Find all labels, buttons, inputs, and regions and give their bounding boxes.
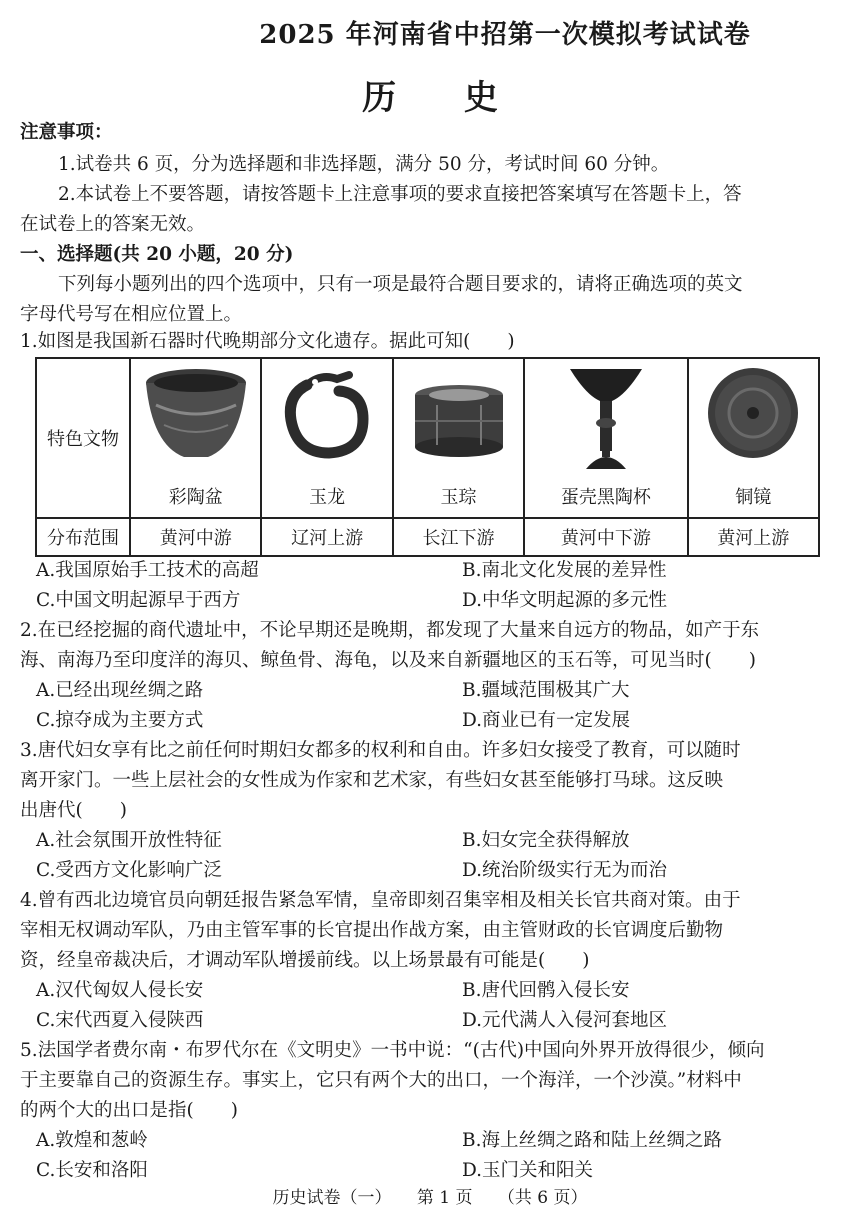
exam-title: 2025 年河南省中招第一次模拟考试试卷 bbox=[259, 20, 751, 50]
footer-paper-name: 历史试卷（一） bbox=[272, 1188, 392, 1208]
q4-option-d: D.元代满人入侵河套地区 bbox=[462, 1010, 668, 1031]
footer-total-pages: （共 6 页） bbox=[497, 1188, 588, 1208]
painted-pottery-basin-icon bbox=[144, 365, 248, 465]
subject-title: 历 史 bbox=[362, 78, 526, 118]
q4-option-b: B.唐代回鹘入侵长安 bbox=[462, 980, 630, 1001]
region-cell: 黄河中游 bbox=[130, 518, 261, 556]
q5-option-a: A.敦煌和葱岭 bbox=[36, 1130, 148, 1151]
relic-name: 蛋壳黑陶杯 bbox=[560, 487, 651, 508]
q4-stem-1: 4.曾有西北边境官员向朝廷报告紧急军情，皇帝即刻召集宰相及相关长官共商对策。由于 bbox=[20, 890, 741, 911]
q3-stem-1: 3.唐代妇女享有比之前任何时期妇女都多的权利和自由。许多妇女接受了教育，可以随时 bbox=[20, 740, 741, 761]
bronze-mirror-icon bbox=[703, 365, 803, 465]
row-head-relics: 特色文物 bbox=[36, 358, 130, 518]
page-footer bbox=[0, 1183, 860, 1208]
q5-stem-1: 5.法国学者费尔南・布罗代尔在《文明史》一书中说：“(古代)中国向外界开放得很少，倾向 bbox=[20, 1040, 765, 1061]
q1-option-a: A.我国原始手工技术的高超 bbox=[36, 560, 259, 581]
q5-option-b: B.海上丝绸之路和陆上丝绸之路 bbox=[462, 1130, 722, 1151]
notice-item-2: 2.本试卷上不要答题，请按答题卡上注意事项的要求直接把答案填写在答题卡上，答 bbox=[58, 184, 742, 205]
q5-option-c: C.长安和洛阳 bbox=[36, 1160, 148, 1181]
q3-option-d: D.统治阶级实行无为而治 bbox=[462, 860, 668, 881]
q3-option-b: B.妇女完全获得解放 bbox=[462, 830, 630, 851]
row-head-region: 分布范围 bbox=[36, 518, 130, 556]
q2-option-a: A.已经出现丝绸之路 bbox=[36, 680, 204, 701]
region-cell: 长江下游 bbox=[393, 518, 524, 556]
relic-cell bbox=[688, 358, 819, 518]
q1-option-c: C.中国文明起源早于西方 bbox=[36, 590, 241, 611]
region-cell: 黄河中下游 bbox=[524, 518, 687, 556]
q5-stem-3: 的两个大的出口是指( ) bbox=[20, 1100, 238, 1121]
notice-item-1: 1.试卷共 6 页，分为选择题和非选择题，满分 50 分，考试时间 60 分钟。 bbox=[58, 154, 670, 175]
q2-option-b: B.疆域范围极其广大 bbox=[462, 680, 630, 701]
relic-name: 铜镜 bbox=[735, 487, 772, 508]
jade-cong-icon bbox=[407, 365, 511, 465]
q1-option-d: D.中华文明起源的多元性 bbox=[462, 590, 668, 611]
region-cell: 辽河上游 bbox=[261, 518, 392, 556]
eggshell-black-pottery-cup-icon bbox=[556, 365, 656, 475]
relic-name: 玉龙 bbox=[309, 487, 346, 508]
region-cell: 黄河上游 bbox=[688, 518, 819, 556]
q3-stem-2: 离开家门。一些上层社会的女性成为作家和艺术家，有些妇女甚至能够打马球。这反映 bbox=[20, 770, 724, 791]
q2-stem-2: 海、南海乃至印度洋的海贝、鲸鱼骨、海龟，以及来自新疆地区的玉石等，可见当时( ) bbox=[20, 650, 756, 671]
relics-table bbox=[35, 357, 820, 557]
relic-cell bbox=[393, 358, 524, 518]
footer-page-number: 第 1 页 bbox=[416, 1188, 473, 1208]
q1-option-b: B.南北文化发展的差异性 bbox=[462, 560, 667, 581]
relic-cell bbox=[130, 358, 261, 518]
notice-heading: 注意事项： bbox=[20, 122, 113, 143]
q3-option-c: C.受西方文化影响广泛 bbox=[36, 860, 222, 881]
relic-cell bbox=[524, 358, 687, 518]
q4-stem-2: 宰相无权调动军队，乃由主管军事的长官提出作战方案，由主管财政的长官调度后勤物 bbox=[20, 920, 724, 941]
q3-stem-3: 出唐代( ) bbox=[20, 800, 127, 821]
relic-cell bbox=[261, 358, 392, 518]
q2-option-d: D.商业已有一定发展 bbox=[462, 710, 631, 731]
q5-option-d: D.玉门关和阳关 bbox=[462, 1160, 594, 1181]
q2-stem-1: 2.在已经挖掘的商代遗址中，不论早期还是晚期，都发现了大量来自远方的物品，如产于东 bbox=[20, 620, 760, 641]
notice-item-2-cont: 在试卷上的答案无效。 bbox=[20, 214, 206, 235]
relic-name: 玉琮 bbox=[440, 487, 477, 508]
q2-option-c: C.掠夺成为主要方式 bbox=[36, 710, 204, 731]
q4-option-a: A.汉代匈奴人侵长安 bbox=[36, 980, 204, 1001]
jade-dragon-icon bbox=[277, 365, 377, 465]
q4-option-c: C.宋代西夏入侵陕西 bbox=[36, 1010, 204, 1031]
section-heading: 一、选择题(共 20 小题，20 分) bbox=[20, 244, 294, 265]
relic-name: 彩陶盆 bbox=[168, 487, 223, 508]
section-instruction-2: 字母代号写在相应位置上。 bbox=[20, 304, 243, 325]
q4-stem-3: 资，经皇帝裁决后，才调动军队增援前线。以上场景最有可能是( ) bbox=[20, 950, 590, 971]
section-instruction-1: 下列每小题列出的四个选项中，只有一项是最符合题目要求的，请将正确选项的英文 bbox=[58, 274, 743, 295]
q3-option-a: A.社会氛围开放性特征 bbox=[36, 830, 222, 851]
q1-stem: 1.如图是我国新石器时代晚期部分文化遗存。据此可知( ) bbox=[20, 331, 515, 352]
q5-stem-2: 于主要靠自己的资源生存。事实上，它只有两个大的出口，一个海洋，一个沙漠。”材料中 bbox=[20, 1070, 742, 1091]
